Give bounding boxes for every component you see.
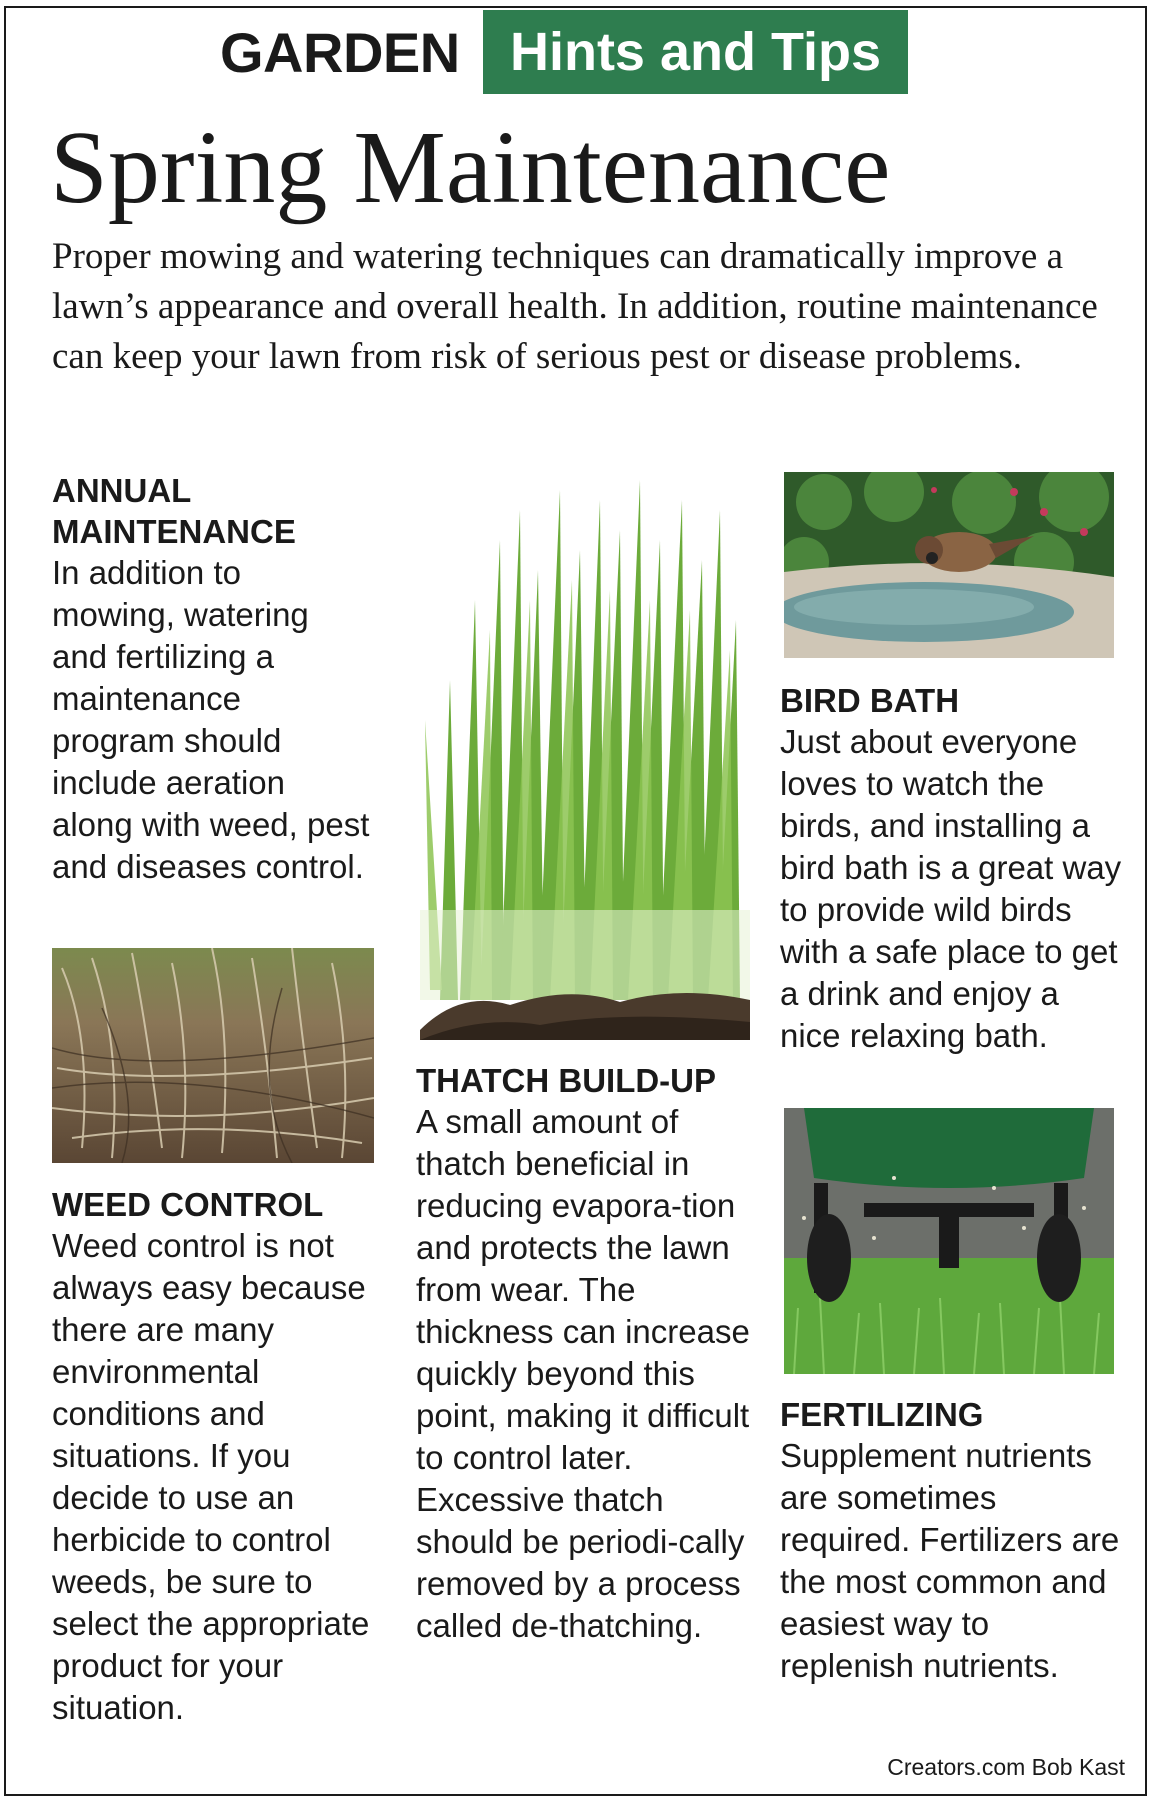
credit-line: Creators.com Bob Kast [887, 1754, 1125, 1780]
annual-maintenance-section [52, 470, 372, 888]
fertilizing-heading: FERTILIZING [780, 1396, 984, 1433]
annual-maintenance-heading: ANNUAL MAINTENANCE [52, 472, 296, 550]
hints-tips-banner: Hints and Tips [483, 10, 908, 94]
thatch-buildup-body: A small amount of thatch beneficial in reducing evapora-tion and protects the lawn from wear. The thickness can increase quickly beyond this point, making it difficult to control later. Excessive thatch should be periodi-cally removed by a process called de-thatching. [416, 1103, 750, 1644]
annual-maintenance-body: In addition to mowing, watering and fertilizing a maintenance program should include aeration along with weed, pest and diseases control. [52, 554, 370, 885]
fertilizing-section [780, 1394, 1125, 1687]
intro-paragraph: Proper mowing and watering techniques can dramatically improve a lawn’s appearance and overall health. In addition, routine maintenance can keep your lawn from risk of serious pest or disease problems. [52, 236, 1098, 377]
thatch-buildup-section [416, 1060, 756, 1647]
fertilizing-body: Supplement nutrients are sometimes required. Fertilizers are the most common and easiest way to replenish nutrients. [780, 1437, 1120, 1684]
weed-control-body: Weed control is not always easy because there are many environmental conditions and situations. If you decide to use an herbicide to control weeds, be sure to select the appropriate product for your situation. [52, 1227, 370, 1726]
bird-bath-heading: BIRD BATH [780, 682, 960, 719]
bird-bath-section [780, 680, 1125, 1057]
thatch-closeup-photo [52, 948, 374, 1163]
page-title: Spring Maintenance [50, 110, 891, 225]
thatch-buildup-heading: THATCH BUILD-UP [416, 1062, 717, 1099]
bird-bath-photo [784, 472, 1114, 658]
fertilizer-spreader-photo [784, 1108, 1114, 1374]
bird-bath-body: Just about everyone loves to watch the birds, and installing a bird bath is a great way to provide wild birds with a safe place to get a drink and enjoy a nice relaxing bath. [780, 723, 1122, 1054]
grass-photo [420, 470, 750, 1040]
garden-label: GARDEN [220, 21, 460, 84]
weed-control-heading: WEED CONTROL [52, 1186, 324, 1223]
weed-control-section [52, 1184, 392, 1729]
